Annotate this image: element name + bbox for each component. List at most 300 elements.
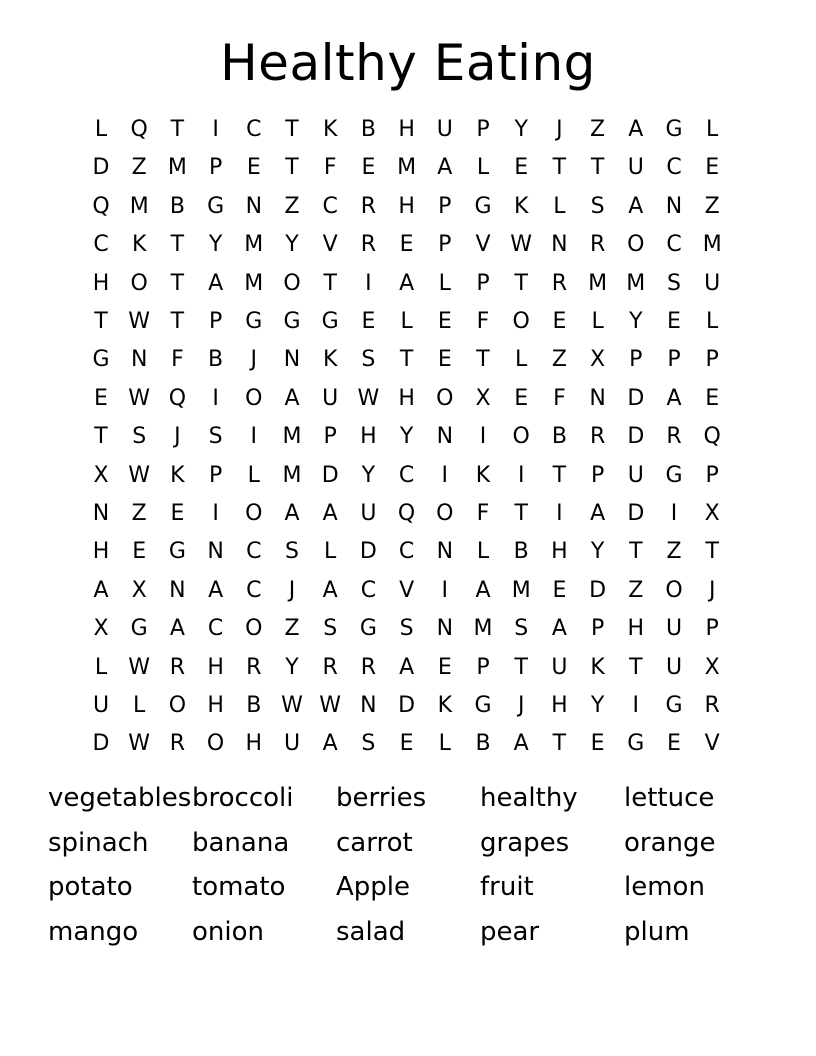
grid-letter: Y xyxy=(208,232,223,258)
grid-letter: E xyxy=(361,155,376,181)
grid-letter: I xyxy=(479,424,487,450)
grid-letter: G xyxy=(130,616,148,642)
grid-letter: O xyxy=(245,385,263,411)
grid-letter: I xyxy=(517,462,525,488)
grid-letter: C xyxy=(666,155,682,181)
grid-letter: S xyxy=(590,193,605,219)
grid-letter: Z xyxy=(551,347,567,373)
grid-letter: X xyxy=(93,616,109,642)
grid-letter: Q xyxy=(130,117,148,142)
grid-letter: Z xyxy=(666,539,682,565)
grid-letter: S xyxy=(399,616,414,642)
grid-letter: V xyxy=(704,731,720,757)
grid-letter: A xyxy=(284,501,300,526)
grid-letter: W xyxy=(128,654,151,680)
grid-letter: A xyxy=(322,731,338,757)
letter-grid xyxy=(0,111,816,771)
word-list-item: plum xyxy=(624,916,690,947)
grid-letter: R xyxy=(589,424,606,450)
word-list-item: potato xyxy=(48,872,133,902)
grid-letter: T xyxy=(514,270,528,296)
grid-letter: H xyxy=(627,616,645,642)
grid-letter: F xyxy=(553,385,566,411)
grid-letter: M xyxy=(244,232,264,258)
grid-letter: A xyxy=(590,501,606,526)
grid-letter: K xyxy=(475,462,491,488)
grid-letter: I xyxy=(212,501,219,526)
grid-letter: J xyxy=(250,347,258,373)
grid-row xyxy=(0,226,816,264)
word-list-item: carrot xyxy=(336,827,413,858)
grid-letter: L xyxy=(400,309,413,334)
grid-letter: B xyxy=(551,424,567,450)
grid-letter: O xyxy=(436,385,454,411)
grid-letter: I xyxy=(212,385,219,411)
grid-letter: C xyxy=(360,577,377,603)
grid-letter: X xyxy=(131,577,147,603)
grid-letter: X xyxy=(93,462,109,488)
grid-letter: A xyxy=(399,654,415,680)
grid-letter: L xyxy=(706,309,719,334)
grid-letter: U xyxy=(436,117,453,142)
grid-letter: H xyxy=(207,654,224,680)
grid-letter: T xyxy=(285,155,299,181)
grid-letter: G xyxy=(665,693,683,718)
grid-letter: X xyxy=(475,385,491,411)
grid-letter: G xyxy=(359,616,377,642)
grid-letter: Z xyxy=(131,155,147,181)
grid-letter: P xyxy=(590,616,605,642)
grid-letter: O xyxy=(512,424,530,450)
grid-letter: T xyxy=(170,232,185,258)
grid-letter: P xyxy=(438,193,452,219)
grid-letter: W xyxy=(128,731,151,757)
grid-letter: E xyxy=(667,309,681,334)
grid-letter: N xyxy=(551,232,568,258)
grid-letter: J xyxy=(708,577,716,603)
grid-letter: H xyxy=(398,193,415,219)
grid-letter: G xyxy=(474,693,492,718)
word-list-item: tomato xyxy=(192,872,286,902)
grid-letter: Q xyxy=(703,424,721,450)
grid-letter: N xyxy=(436,539,454,565)
grid-letter: U xyxy=(322,385,339,411)
grid-letter: L xyxy=(553,193,566,219)
grid-letter: Z xyxy=(284,616,300,642)
grid-letter: D xyxy=(589,577,607,603)
grid-letter: G xyxy=(245,309,263,334)
grid-letter: I xyxy=(365,270,372,296)
grid-letter: P xyxy=(438,232,452,258)
grid-letter: O xyxy=(665,577,683,603)
grid-letter: C xyxy=(246,117,262,142)
grid-letter: M xyxy=(397,155,417,181)
grid-letter: C xyxy=(398,462,415,488)
grid-letter: R xyxy=(322,654,338,680)
grid-letter: B xyxy=(360,117,376,142)
grid-letter: U xyxy=(665,654,683,680)
grid-letter: H xyxy=(551,539,568,565)
grid-letter: K xyxy=(131,232,147,258)
grid-letter: P xyxy=(476,270,490,296)
grid-letter: H xyxy=(551,693,568,718)
grid-letter: Z xyxy=(590,117,606,142)
grid-letter: O xyxy=(512,309,530,334)
grid-letter: S xyxy=(361,731,376,757)
word-list-item: healthy xyxy=(480,783,578,813)
word-list-item: mango xyxy=(48,916,139,947)
grid-row xyxy=(0,265,816,303)
grid-letter: P xyxy=(323,424,337,450)
grid-letter: M xyxy=(282,462,302,488)
grid-letter: M xyxy=(588,270,608,296)
grid-row xyxy=(0,572,816,610)
word-list-item: berries xyxy=(336,783,427,813)
grid-letter: W xyxy=(357,385,380,411)
grid-letter: K xyxy=(513,193,529,219)
grid-letter: C xyxy=(398,539,415,565)
grid-letter: E xyxy=(437,654,452,680)
grid-letter: L xyxy=(247,462,260,488)
grid-letter: F xyxy=(476,309,490,334)
grid-letter: Y xyxy=(590,539,605,565)
grid-row xyxy=(0,380,816,418)
grid-letter: G xyxy=(627,731,645,757)
grid-letter: S xyxy=(361,347,376,373)
grid-letter: O xyxy=(627,232,645,258)
grid-letter: R xyxy=(589,232,606,258)
grid-letter: E xyxy=(361,309,376,334)
grid-letter: I xyxy=(212,117,219,142)
grid-letter: N xyxy=(665,193,683,219)
grid-letter: M xyxy=(702,232,722,258)
grid-letter: N xyxy=(360,693,377,718)
grid-letter: P xyxy=(476,117,490,142)
grid-letter: H xyxy=(245,731,263,757)
grid-letter: C xyxy=(666,232,682,258)
grid-letter: G xyxy=(665,117,683,142)
grid-letter: A xyxy=(93,577,109,603)
grid-letter: P xyxy=(705,616,719,642)
grid-letter: P xyxy=(705,462,719,488)
grid-letter: A xyxy=(322,501,338,526)
grid-letter: N xyxy=(245,193,263,219)
grid-letter: F xyxy=(171,347,184,373)
grid-letter: A xyxy=(437,155,453,181)
grid-letter: A xyxy=(628,117,644,142)
grid-letter: I xyxy=(670,501,678,526)
grid-letter: Z xyxy=(131,501,147,526)
grid-row xyxy=(0,303,816,341)
grid-letter: K xyxy=(170,462,185,488)
grid-letter: A xyxy=(399,270,415,296)
grid-letter: D xyxy=(627,501,645,526)
grid-letter: C xyxy=(93,232,109,258)
word-list-item: salad xyxy=(336,916,406,947)
grid-letter: L xyxy=(94,654,108,680)
grid-letter: R xyxy=(666,424,682,450)
grid-letter: S xyxy=(285,539,299,565)
grid-letter: A xyxy=(475,577,491,603)
grid-letter: O xyxy=(206,731,225,757)
grid-letter: I xyxy=(441,462,449,488)
grid-letter: P xyxy=(208,462,223,488)
grid-letter: C xyxy=(246,577,262,603)
grid-letter: E xyxy=(514,155,529,181)
grid-letter: H xyxy=(207,693,224,718)
grid-letter: I xyxy=(441,577,449,603)
grid-letter: G xyxy=(92,347,110,373)
grid-letter: B xyxy=(475,731,491,757)
grid-letter: N xyxy=(130,347,148,373)
grid-letter: S xyxy=(667,270,681,296)
grid-letter: A xyxy=(169,616,185,642)
grid-letter: I xyxy=(250,424,258,450)
grid-letter: L xyxy=(133,693,146,718)
word-list-item: lettuce xyxy=(624,783,715,813)
grid-letter: H xyxy=(92,270,110,296)
grid-row xyxy=(0,418,816,456)
grid-letter: E xyxy=(552,309,567,334)
word-list-item: spinach xyxy=(48,827,149,858)
word-list xyxy=(0,776,816,976)
grid-letter: E xyxy=(399,731,414,757)
grid-letter: X xyxy=(590,347,606,373)
grid-row xyxy=(0,188,816,226)
grid-row xyxy=(0,149,816,187)
grid-letter: C xyxy=(246,539,262,565)
grid-letter: G xyxy=(207,193,225,219)
grid-letter: C xyxy=(207,616,224,642)
word-list-item: orange xyxy=(624,827,716,858)
grid-letter: T xyxy=(552,155,567,181)
word-list-item: fruit xyxy=(480,872,534,902)
grid-letter: T xyxy=(629,654,643,680)
grid-letter: V xyxy=(322,232,338,258)
grid-letter: L xyxy=(438,270,451,296)
grid-letter: E xyxy=(170,501,185,526)
grid-letter: G xyxy=(321,309,339,334)
grid-letter: T xyxy=(323,270,337,296)
grid-letter: A xyxy=(513,731,529,757)
grid-letter: N xyxy=(283,347,301,373)
grid-letter: W xyxy=(128,462,151,488)
grid-letter: E xyxy=(667,731,681,757)
grid-letter: A xyxy=(208,270,224,296)
grid-letter: N xyxy=(436,424,454,450)
grid-letter: I xyxy=(632,693,640,718)
grid-letter: D xyxy=(398,693,416,718)
grid-letter: O xyxy=(245,616,263,642)
grid-letter: B xyxy=(246,693,262,718)
grid-letter: L xyxy=(591,309,604,334)
grid-letter: T xyxy=(94,309,108,334)
grid-letter: A xyxy=(208,577,224,603)
grid-letter: N xyxy=(436,616,454,642)
grid-letter: L xyxy=(324,539,337,565)
grid-letter: E xyxy=(132,539,147,565)
grid-letter: T xyxy=(476,347,490,373)
grid-letter: M xyxy=(282,424,302,450)
word-list-item: banana xyxy=(192,827,290,858)
grid-letter: Z xyxy=(628,577,644,603)
grid-letter: U xyxy=(627,155,644,181)
word-list-item: onion xyxy=(192,916,264,947)
grid-letter: M xyxy=(129,193,149,219)
grid-letter: W xyxy=(510,232,533,258)
grid-letter: N xyxy=(207,539,224,565)
grid-letter: K xyxy=(590,654,605,680)
grid-letter: O xyxy=(283,270,301,296)
grid-letter: T xyxy=(552,731,567,757)
grid-letter: N xyxy=(169,577,186,603)
grid-letter: Y xyxy=(514,117,528,142)
word-list-item: grapes xyxy=(480,827,570,858)
word-list-item: pear xyxy=(480,916,540,947)
grid-row xyxy=(0,649,816,687)
grid-letter: O xyxy=(130,270,148,296)
word-list-item: Apple xyxy=(336,872,411,902)
grid-letter: J xyxy=(517,693,525,718)
grid-letter: U xyxy=(704,270,721,296)
grid-letter: J xyxy=(174,424,181,450)
grid-letter: U xyxy=(283,731,301,757)
grid-letter: G xyxy=(168,539,186,565)
grid-letter: Q xyxy=(397,501,416,526)
grid-letter: A xyxy=(551,616,567,642)
grid-letter: K xyxy=(437,693,453,718)
grid-letter: R xyxy=(551,270,568,296)
grid-letter: E xyxy=(94,385,108,411)
grid-letter: Y xyxy=(361,462,376,488)
grid-letter: T xyxy=(170,117,185,142)
grid-letter: H xyxy=(360,424,377,450)
grid-letter: E xyxy=(399,232,414,258)
grid-letter: E xyxy=(590,731,605,757)
grid-row xyxy=(0,495,816,533)
grid-letter: Q xyxy=(92,193,110,219)
grid-row xyxy=(0,725,816,763)
page-title: Healthy Eating xyxy=(220,34,596,92)
grid-letter: F xyxy=(323,155,337,181)
grid-letter: E xyxy=(437,347,452,373)
grid-letter: B xyxy=(208,347,224,373)
grid-letter: G xyxy=(283,309,301,334)
grid-letter: O xyxy=(245,501,263,526)
grid-letter: U xyxy=(360,501,377,526)
grid-letter: A xyxy=(322,577,338,603)
grid-letter: U xyxy=(627,462,644,488)
grid-letter: T xyxy=(94,424,108,450)
grid-letter: L xyxy=(515,347,528,373)
grid-letter: B xyxy=(513,539,529,565)
grid-letter: T xyxy=(590,155,605,181)
grid-letter: X xyxy=(704,501,720,526)
grid-letter: O xyxy=(168,693,187,718)
grid-letter: H xyxy=(92,539,110,565)
grid-letter: F xyxy=(476,501,490,526)
grid-letter: V xyxy=(399,577,415,603)
grid-letter: T xyxy=(552,462,567,488)
grid-letter: A xyxy=(628,193,644,219)
word-list-item: lemon xyxy=(624,872,705,902)
grid-letter: K xyxy=(322,117,338,142)
grid-letter: Y xyxy=(285,654,299,680)
grid-letter: W xyxy=(128,385,151,411)
grid-letter: E xyxy=(705,385,720,411)
grid-letter: E xyxy=(552,577,567,603)
grid-letter: R xyxy=(246,654,262,680)
grid-letter: R xyxy=(360,193,377,219)
grid-letter: P xyxy=(667,347,681,373)
grid-letter: P xyxy=(208,309,223,334)
grid-letter: Y xyxy=(285,232,299,258)
grid-letter: D xyxy=(627,385,645,411)
grid-letter: R xyxy=(360,232,377,258)
grid-letter: J xyxy=(556,117,563,142)
grid-letter: E xyxy=(514,385,529,411)
grid-row xyxy=(0,111,816,149)
grid-letter: G xyxy=(665,462,683,488)
grid-letter: C xyxy=(322,193,338,219)
grid-letter: W xyxy=(319,693,342,718)
grid-letter: T xyxy=(170,309,185,334)
grid-letter: P xyxy=(590,462,605,488)
grid-letter: T xyxy=(705,539,719,565)
grid-letter: I xyxy=(556,501,563,526)
grid-letter: T xyxy=(285,117,299,142)
grid-letter: W xyxy=(281,693,303,718)
word-list-item: vegetables xyxy=(48,783,192,813)
grid-letter: Y xyxy=(629,309,643,334)
grid-letter: U xyxy=(551,654,568,680)
grid-letter: T xyxy=(514,501,528,526)
grid-letter: S xyxy=(208,424,223,450)
grid-letter: T xyxy=(629,539,643,565)
grid-letter: J xyxy=(288,577,296,603)
grid-letter: R xyxy=(169,731,186,757)
grid-letter: W xyxy=(128,309,151,334)
grid-letter: P xyxy=(629,347,643,373)
grid-letter: N xyxy=(92,501,110,526)
grid-letter: D xyxy=(627,424,645,450)
grid-letter: M xyxy=(626,270,646,296)
grid-letter: V xyxy=(475,232,491,258)
grid-letter: Y xyxy=(590,693,605,718)
grid-letter: A xyxy=(666,385,682,411)
grid-letter: L xyxy=(476,155,490,181)
grid-row xyxy=(0,533,816,571)
grid-letter: Q xyxy=(168,385,187,411)
grid-letter: M xyxy=(167,155,187,181)
grid-letter: M xyxy=(473,616,493,642)
grid-letter: P xyxy=(705,347,719,373)
grid-letter: P xyxy=(476,654,490,680)
grid-letter: H xyxy=(398,117,415,142)
grid-row xyxy=(0,457,816,495)
grid-letter: N xyxy=(589,385,606,411)
grid-letter: Y xyxy=(399,424,414,450)
grid-letter: D xyxy=(92,155,110,181)
grid-letter: H xyxy=(398,385,415,411)
grid-letter: B xyxy=(169,193,185,219)
grid-letter: D xyxy=(321,462,339,488)
grid-letter: M xyxy=(244,270,264,296)
grid-letter: M xyxy=(511,577,531,603)
grid-letter: S xyxy=(323,616,338,642)
grid-letter: P xyxy=(208,155,223,181)
grid-letter: L xyxy=(438,731,451,757)
